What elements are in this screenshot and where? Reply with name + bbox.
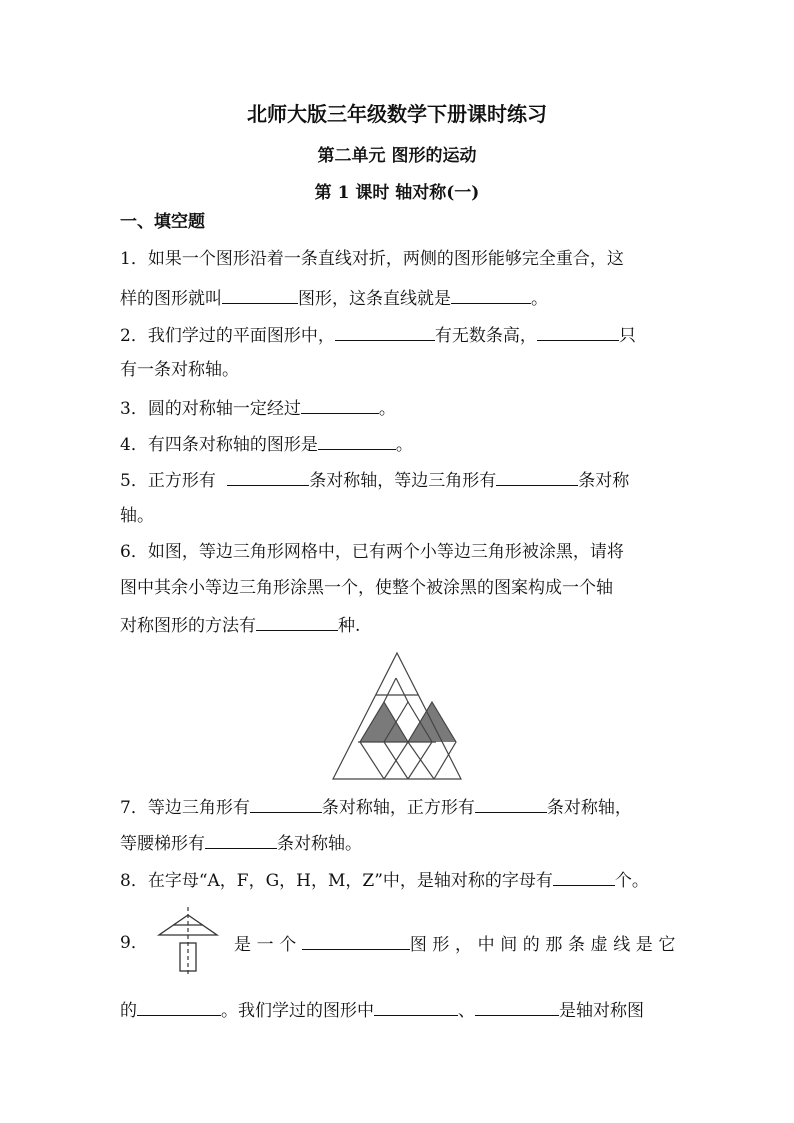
question-9-text-d: 。我们学过的图形中	[221, 1001, 374, 1021]
question-2-text-c: 只	[618, 326, 636, 346]
shaded-triangle-left	[360, 702, 408, 742]
question-3	[120, 396, 396, 420]
question-1-text-a: 样的图形就叫	[120, 289, 222, 309]
answer-blank-3[interactable]	[301, 396, 379, 414]
question-1-text-b: 图形，这条直线就是	[298, 289, 451, 309]
question-2-line-1	[120, 323, 636, 347]
answer-blank-7c[interactable]	[205, 831, 277, 849]
answer-blank-7a[interactable]	[250, 795, 322, 813]
answer-blank-4[interactable]	[318, 432, 396, 450]
question-1-text-c: 。	[531, 289, 548, 309]
question-7-text-e: 条对称轴。	[277, 834, 362, 854]
question-5-text-c: 条对称	[578, 471, 630, 491]
question-8	[120, 868, 649, 892]
question-7-line-2	[120, 831, 362, 855]
answer-blank-9a[interactable]	[302, 932, 410, 950]
question-6-line-2: 图中其余小等边三角形涂黑一个，使整个被涂黑的图案构成一个轴	[120, 578, 613, 598]
question-9-line-1	[234, 932, 681, 956]
question-1-line-2	[120, 286, 548, 310]
question-9-text-f: 是轴对称图	[559, 1001, 644, 1021]
unit-title: 第二单元 图形的运动	[317, 146, 477, 166]
question-7-text-d: 等腰梯形有	[120, 834, 205, 854]
question-7-text-c: 条对称轴，	[546, 798, 632, 818]
answer-blank-5b[interactable]	[496, 468, 578, 486]
section-heading: 一、填空题	[120, 212, 205, 232]
small-triangle-top	[384, 678, 408, 702]
question-7-text-b: 条对称轴，正方形有	[321, 798, 475, 818]
question-6-line-1: 6．如图，等边三角形网格中，已有两个小等边三角形被涂黑，请将	[120, 542, 624, 562]
question-9-line-2	[120, 998, 644, 1022]
question-5-text-b: 条对称轴，等边三角形有	[309, 471, 497, 491]
question-1-line-1: 1．如果一个图形沿着一条直线对折，两侧的图形能够完全重合，这	[120, 249, 624, 269]
answer-blank-9d[interactable]	[475, 998, 559, 1016]
question-8-text: 8．在字母“A，F，G，H，M，Z”中，是轴对称的字母有	[120, 871, 553, 891]
question-5-text-a: 5．正方形有	[120, 471, 222, 491]
question-3-text: 3．圆的对称轴一定经过	[120, 399, 301, 419]
triangle-grid-figure	[330, 650, 464, 782]
question-9-number: 9．	[120, 933, 148, 953]
outer-triangle	[333, 653, 461, 779]
question-9-text-b: 图形，中间的那条虚线是它	[409, 935, 682, 955]
question-2-line-2: 有一条对称轴。	[120, 360, 239, 380]
question-4	[120, 432, 413, 456]
answer-blank-5a[interactable]	[227, 468, 309, 486]
answer-blank-2a[interactable]	[335, 323, 435, 341]
question-2-text-b: 有无数条高，	[434, 326, 537, 346]
question-9-text-a: 是一个	[234, 935, 302, 955]
answer-blank-9c[interactable]	[374, 998, 458, 1016]
question-4-end: 。	[395, 435, 413, 455]
answer-blank-1a[interactable]	[222, 286, 298, 304]
question-7-line-1	[120, 795, 632, 819]
answer-blank-8[interactable]	[553, 868, 615, 886]
answer-blank-6[interactable]	[256, 613, 338, 631]
answer-blank-2b[interactable]	[537, 323, 619, 341]
question-8-end: 个。	[614, 871, 649, 891]
answer-blank-9b[interactable]	[137, 998, 221, 1016]
question-4-text: 4．有四条对称轴的图形是	[120, 435, 318, 455]
question-7-text-a: 7．等边三角形有	[120, 798, 250, 818]
question-5-line-2: 轴。	[120, 506, 154, 526]
symmetric-figure	[153, 905, 223, 977]
question-3-end: 。	[378, 399, 396, 419]
question-2-text-a: 2．我们学过的平面图形中，	[120, 326, 335, 346]
answer-blank-1b[interactable]	[451, 286, 531, 304]
question-6-text-b: 种.	[338, 616, 361, 636]
answer-blank-7b[interactable]	[475, 795, 547, 813]
worksheet-title: 北师大版三年级数学下册课时练习	[247, 102, 547, 126]
question-5-line-1	[120, 468, 629, 492]
lesson-title: 第 1 课时 轴对称(一)	[314, 183, 480, 203]
triangle-grid-lines	[333, 653, 461, 779]
question-6-line-3	[120, 613, 360, 637]
question-6-text-a: 对称图形的方法有	[120, 616, 256, 636]
question-9-text-c: 的	[120, 1001, 137, 1021]
question-9-text-e: 、	[458, 1001, 475, 1021]
